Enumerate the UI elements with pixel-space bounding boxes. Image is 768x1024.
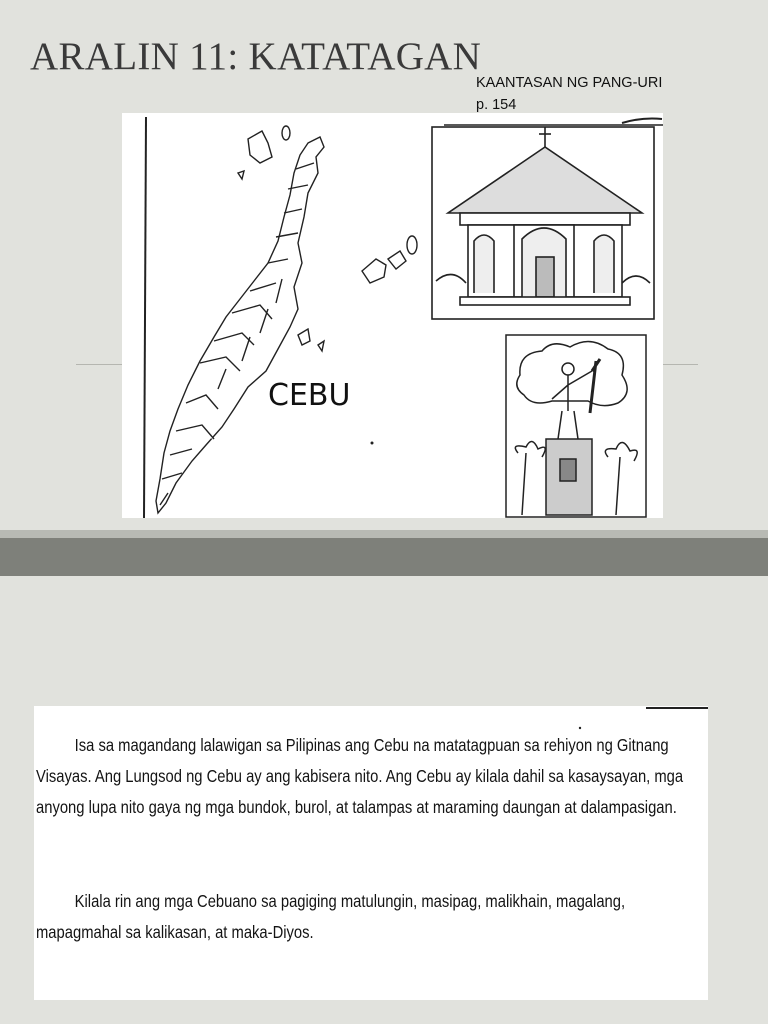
passage-paragraph-1 [36,730,708,823]
slide-subtitle [476,72,662,116]
map-label: CEBU [268,378,351,413]
passage-paragraph-2 [36,886,708,948]
cebu-island-map-icon [156,126,417,513]
cebu-illustration [122,113,663,518]
divider-left [76,364,124,365]
chapel-kiosk-icon [432,127,654,319]
slide-title: ARALIN 11: KATATAGAN [30,35,482,78]
paragraph-2-text: Kilala rin ang mga Cebuano sa pagiging matulungin, masipag, malikhain, magalang, mapagmahal sa kalikasan, at maka-Diyos. [36,891,626,942]
subtitle-page: p. 154 [476,97,517,113]
reading-passage [34,706,708,1000]
illustration-svg [122,113,663,518]
subtitle-topic: KAANTASAN NG PANG-URI [476,75,663,91]
band-highlight [0,530,768,538]
separator-band [0,538,768,576]
paragraph-1-text: Isa sa magandang lalawigan sa Pilipinas ang Cebu na matatagpuan sa rehiyon ng Gitnang Visayas. Ang Lungsod ng Cebu ay ang kabisera nito. Ang Cebu ay kilala dahil sa kasaysayan, mga anyong lupa nito gaya ng mga bundok, burol, at talampas at maraming daungan at dalampasigan. [36,735,684,817]
lapulapu-statue-icon [506,335,646,517]
divider-right [662,364,698,365]
